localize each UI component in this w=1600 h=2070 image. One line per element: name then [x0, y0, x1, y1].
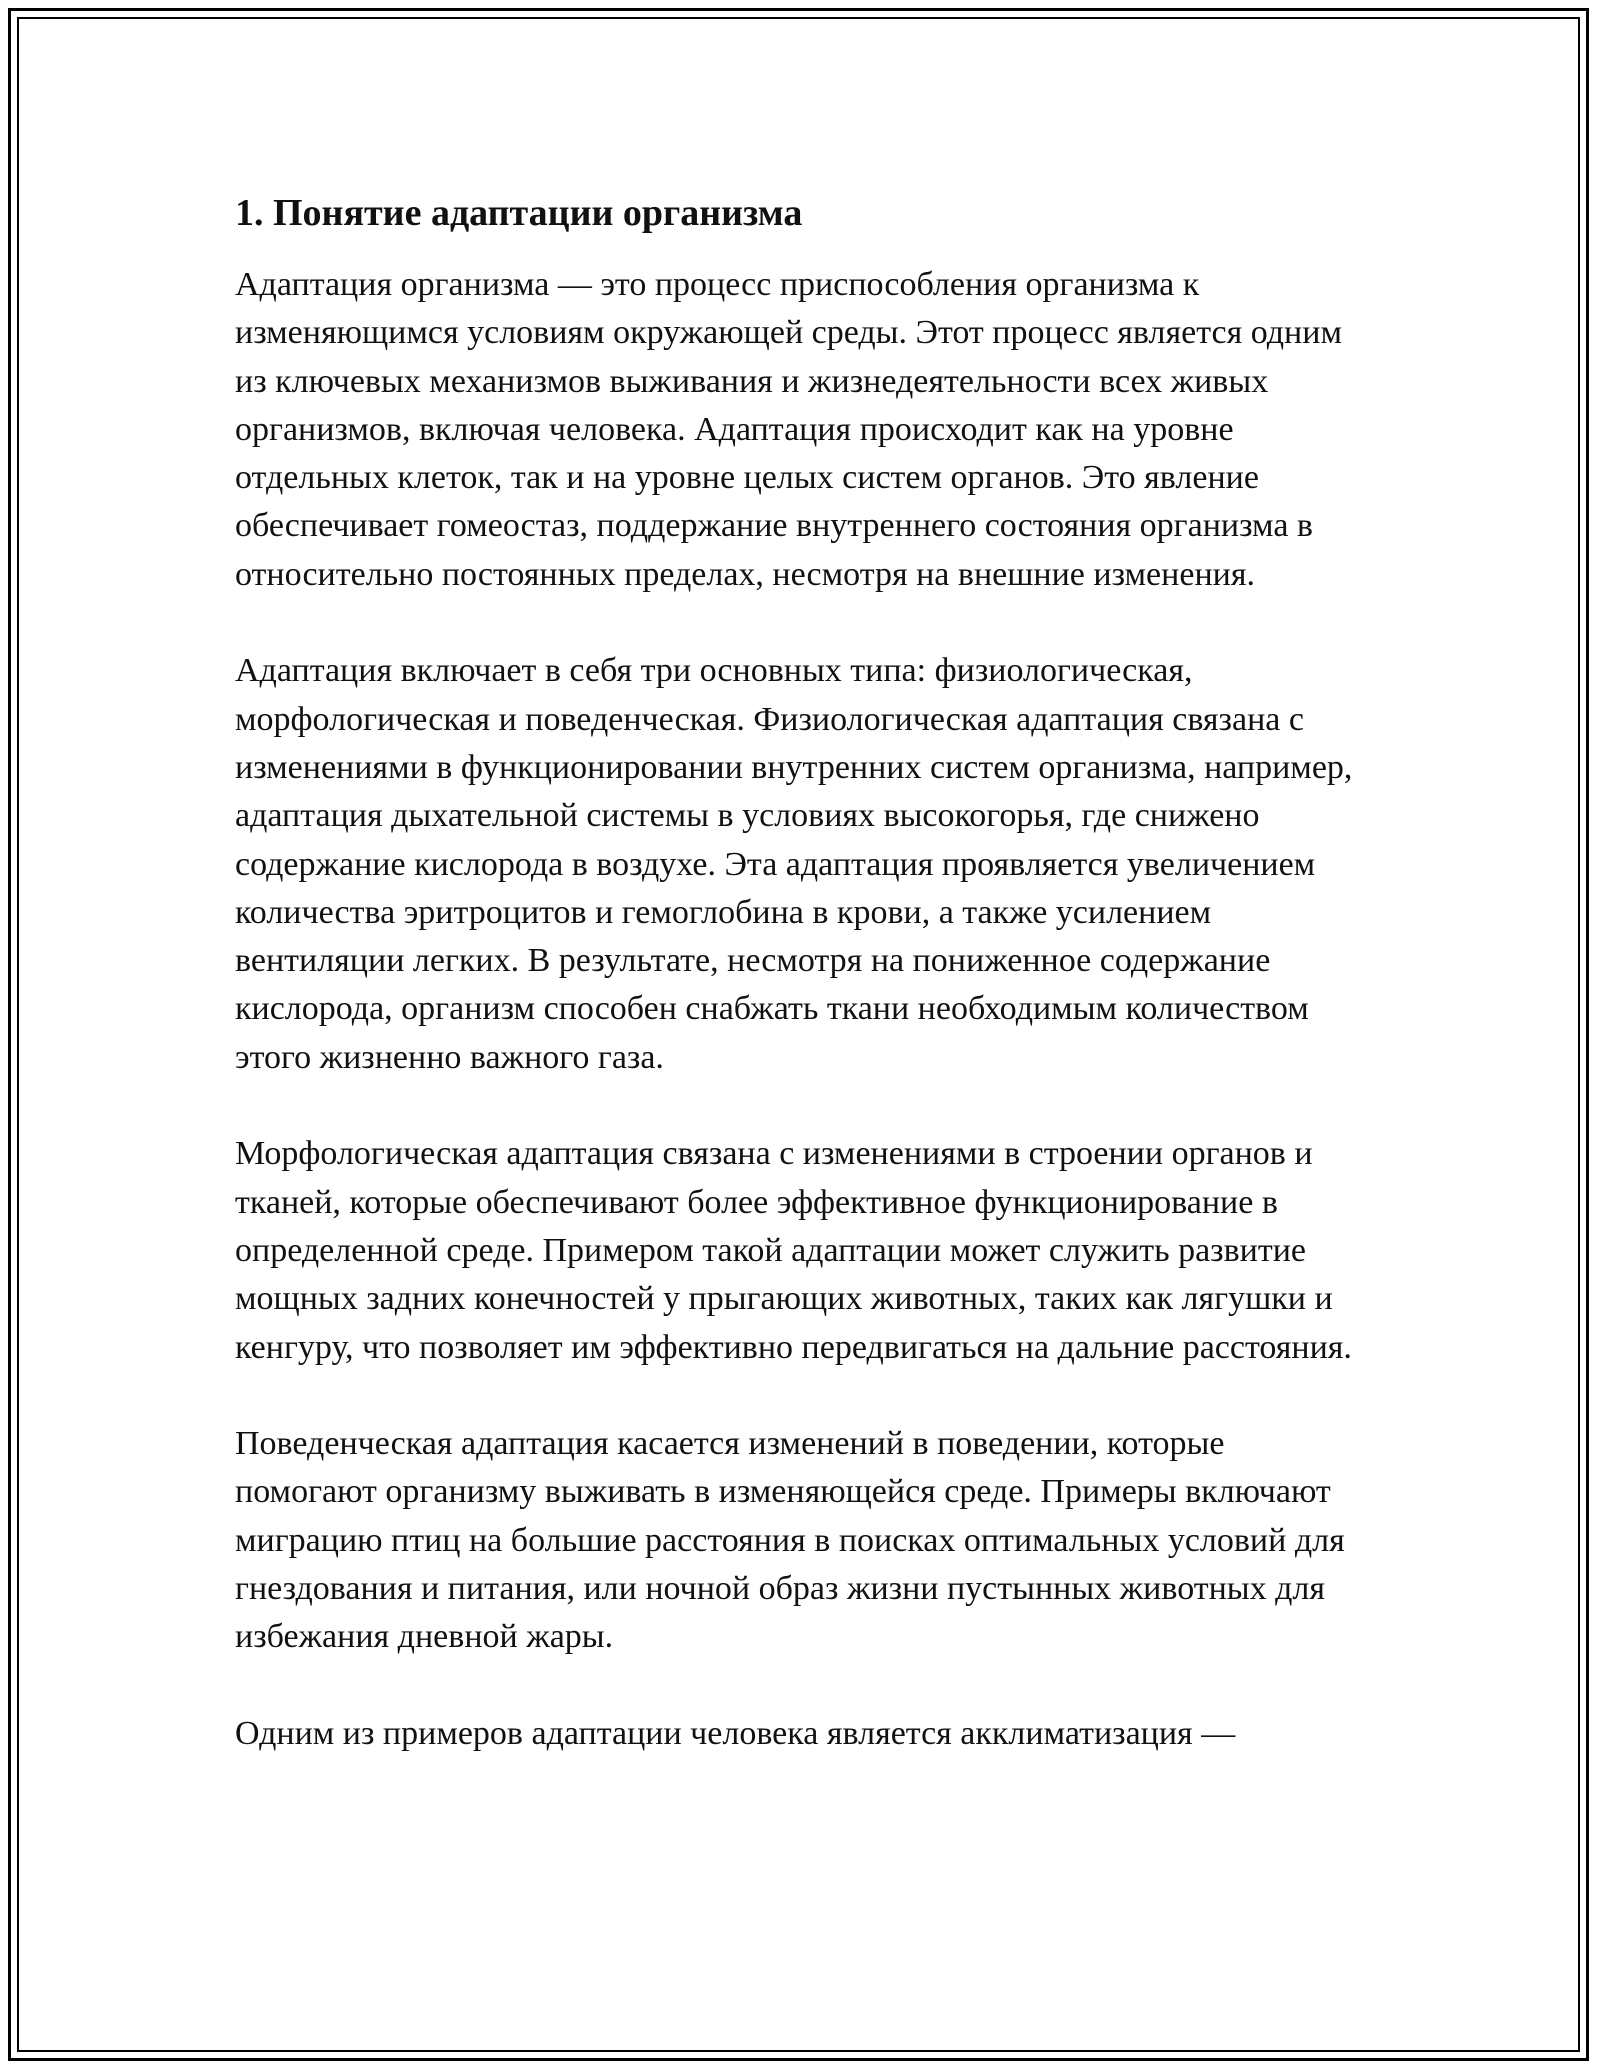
- section-heading: 1. Понятие адаптации организма: [235, 192, 803, 234]
- paragraph-definition: Адаптация организма — это процесс приспособления организма к изменяющимся условиям окружающей среды. Этот процесс является одним из ключевых механизмов выживания и жизнедеятельности всех живых организмов, включая человека. Адаптация происходит как на уровне отдельных клеток, так и на уровне целых систем органов. Это явление обеспечивает гомеостаз, поддержание внутреннего состояния организма в относительно постоянных пределах, несмотря на внешние изменения.: [235, 266, 1342, 593]
- document-body: [235, 185, 1370, 1807]
- paragraph-acclimatization: Одним из примеров адаптации человека является акклиматизация —: [235, 1714, 1236, 1752]
- paragraph-behavioral: Поведенческая адаптация касается изменений в поведении, которые помогают организму выживать в изменяющейся среде. Примеры включают миграцию птиц на большие расстояния в поисках оптимальных условий для гнездования и питания, или ночной образ жизни пустынных животных для избежания дневной жары.: [235, 1425, 1345, 1656]
- paragraph-types: Адаптация включает в себя три основных типа: физиологическая, морфологическая и поведенческая. Физиологическая адаптация связана с изменениями в функционировании внутренних систем организма, например, адаптация дыхательной системы в условиях высокогорья, где снижено содержание кислорода в воздухе. Эта адаптация проявляется увеличением количества эритроцитов и гемоглобина в крови, а также усилением вентиляции легких. В результате, несмотря на пониженное содержание кислорода, организм способен снабжать ткани необходимым количеством этого жизненно важного газа.: [235, 652, 1353, 1076]
- paragraph-morphological: Морфологическая адаптация связана с изменениями в строении органов и тканей, которые обеспечивают более эффективное функционирование в определенной среде. Примером такой адаптации может служить развитие мощных задних конечностей у прыгающих животных, таких как лягушки и кенгуру, что позволяет им эффективно передвигаться на дальние расстояния.: [235, 1135, 1352, 1366]
